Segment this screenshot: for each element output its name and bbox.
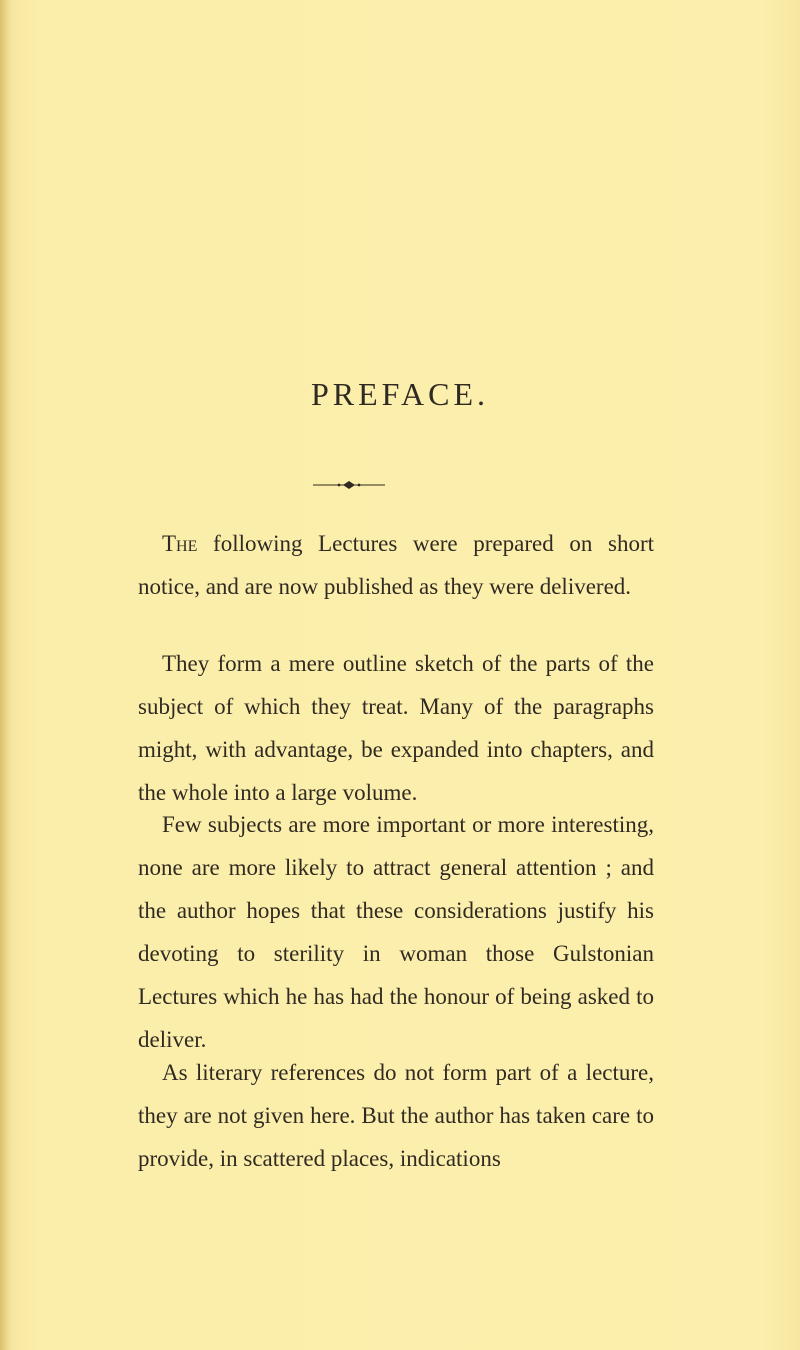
rule-ornament-icon bbox=[313, 480, 385, 490]
page-title: PREFACE. bbox=[310, 376, 490, 412]
paragraph-4: As literary references do not form part of a lecture, they are not given here. But the author has taken care to provide, in scattered places, indications bbox=[138, 1060, 654, 1171]
paragraph-1 bbox=[138, 522, 654, 608]
spine-shadow bbox=[0, 0, 10, 1350]
paragraph-2: They form a mere outline sketch of the parts of the subject of which they treat. Many of the paragraphs might, with advantage, be expanded into chapters, and the whole into a large volume. bbox=[138, 651, 654, 805]
paragraph-1-text: following Lectures were prepared on short notice, and are now published as they were delivered. bbox=[138, 531, 654, 599]
paragraph-3: Few subjects are more important or more interesting, none are more likely to attract general attention ; and the author hopes that these considerations justify his devoting to sterility in woman those Gulstonian Lectures which he has had the honour of being asked to deliver. bbox=[138, 812, 654, 1052]
paragraph-1-lead: The bbox=[162, 531, 198, 556]
